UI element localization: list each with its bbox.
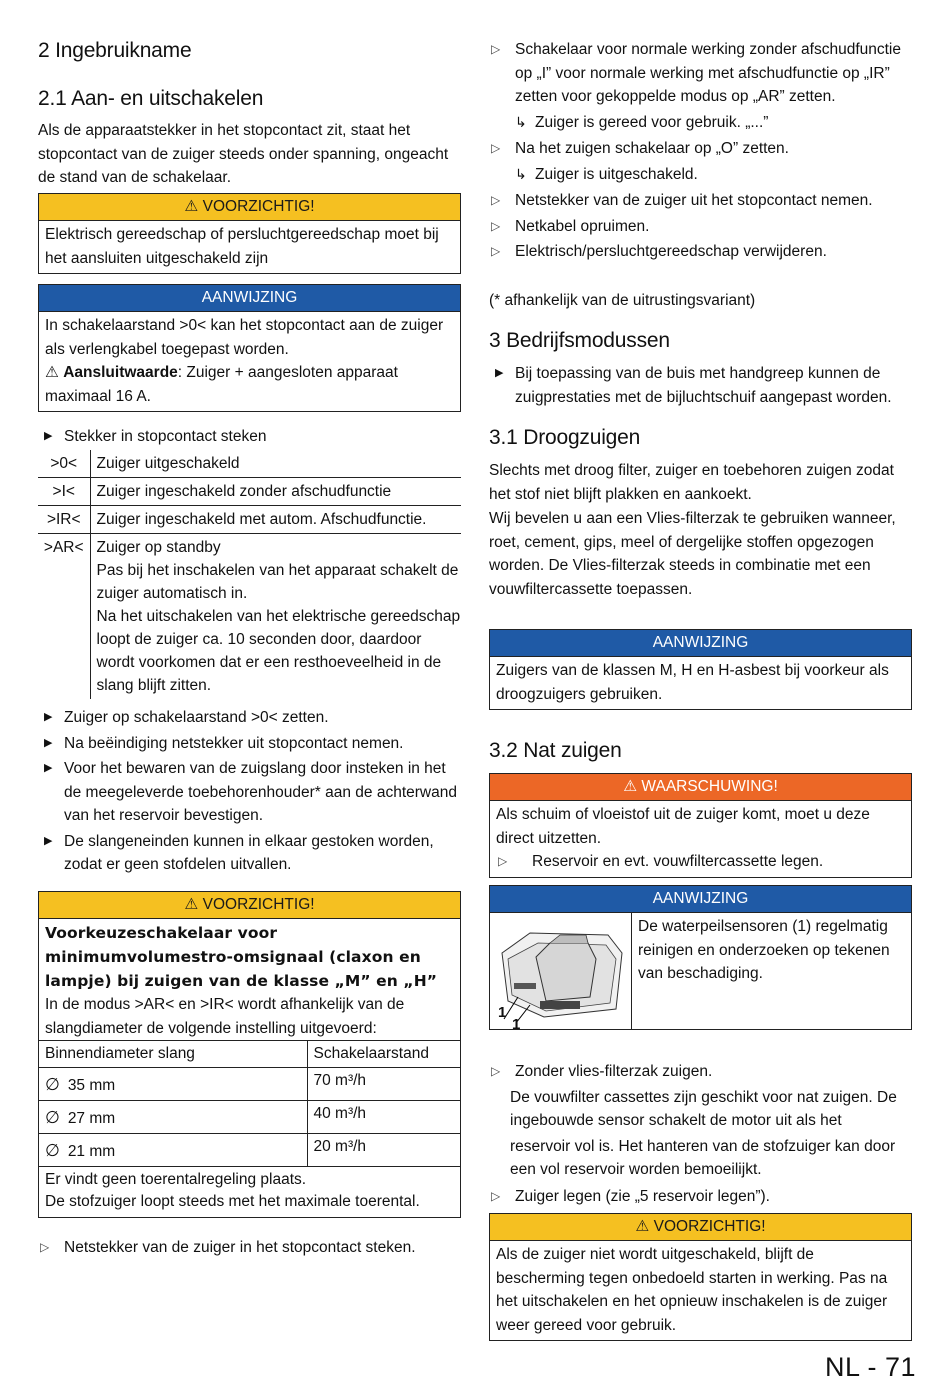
triangle-right-outline-icon: ▷ bbox=[491, 193, 501, 207]
dry-paragraph-1: Slechts met droog filter, zuiger en toebehoren zuigen zodat het stof niet blijft plakken en aankoekt. bbox=[489, 462, 894, 503]
note-box-2 bbox=[489, 629, 912, 710]
step-text: Elektrisch/persluchtgereedschap verwijderen. bbox=[515, 243, 827, 260]
table-header-row bbox=[39, 1041, 460, 1068]
sensor-figure bbox=[490, 913, 632, 1033]
triangle-right-outline-icon: ▷ bbox=[40, 1240, 50, 1254]
switch-key: >0< bbox=[38, 450, 90, 478]
switch-extra-1: Pas bij het inschakelen van het apparaat schakelt de zuiger automatisch in. bbox=[96, 562, 459, 602]
switch-value: 70 m³/h bbox=[307, 1068, 460, 1101]
detail-text-1: De vouwfilter cassettes zijn geschikt voor nat zuigen. De ingebouwde sensor schakelt de motor uit als het bbox=[510, 1088, 897, 1129]
warning-box bbox=[489, 773, 912, 878]
triangle-right-filled-icon: ▶ bbox=[44, 736, 53, 749]
caution-box-1 bbox=[38, 193, 461, 274]
list-item bbox=[38, 732, 461, 756]
caution-body: In de modus >AR< en >IR< wordt afhankelijk van de slangdiameter de volgende instelling uitgevoerd: bbox=[45, 996, 405, 1037]
list-item bbox=[38, 706, 461, 730]
warning-body: Als schuim of vloeistof uit de zuiger komt, moet u deze direct uitzetten. bbox=[496, 806, 870, 847]
step-text: Zuiger legen (zie „5 reservoir legen”). bbox=[515, 1187, 770, 1205]
step-text: Schakelaar voor normale werking zonder afschudfunctie op „I” voor normale werking met afschudfunctie op „IR” zetten voor gekoppelde modus op „AR” zetten. bbox=[515, 41, 901, 105]
triangle-right-outline-icon: ▷ bbox=[491, 218, 501, 233]
switch-key: >I< bbox=[38, 478, 90, 506]
vacuum-container-illustration bbox=[490, 913, 632, 1029]
note-warning-text: : Zuiger + aangesloten apparaat maximaal 16 A. bbox=[45, 364, 398, 405]
warning-step bbox=[496, 850, 905, 874]
warning-icon: ⚠ bbox=[45, 364, 59, 381]
result-text: Zuiger is uitgeschakeld. bbox=[535, 165, 698, 183]
switch-key: >IR< bbox=[38, 506, 90, 534]
caution-header: ⚠ VOORZICHTIG! bbox=[490, 1214, 911, 1240]
switch-value: Zuiger ingeschakeld met autom. Afschudfunctie. bbox=[90, 506, 461, 534]
diameter-icon: ∅ bbox=[45, 1108, 60, 1127]
note-header: AANWIJZING bbox=[490, 630, 911, 656]
figure-label-1: 1 bbox=[498, 1004, 507, 1021]
switch-value: 40 m³/h bbox=[307, 1101, 460, 1134]
list-item bbox=[489, 1185, 912, 1209]
step-text: Zuiger op schakelaarstand >0< zetten. bbox=[64, 709, 329, 726]
note-body: De waterpeilsensoren (1) regelmatig reinigen en onderzoeken op tekenen van beschadiging. bbox=[638, 918, 890, 982]
wet-step-detail bbox=[489, 1086, 912, 1182]
step-text: Netstekker van de zuiger in het stopcontact steken. bbox=[64, 1239, 416, 1256]
caution-header: ⚠ VOORZICHTIG! bbox=[39, 194, 460, 220]
col-header-switch: Schakelaarstand bbox=[307, 1041, 460, 1068]
section-heading-3-2: 3.2 Nat zuigen bbox=[489, 739, 622, 762]
triangle-right-outline-icon: ▷ bbox=[491, 1064, 501, 1078]
step-text: Netstekker van de zuiger uit het stopcontact nemen. bbox=[515, 192, 873, 209]
table-row bbox=[38, 478, 461, 506]
figure-label-2: 1 bbox=[512, 1016, 521, 1033]
note-header: AANWIJZING bbox=[490, 886, 911, 912]
caution-footer-2: De stofzuiger loopt steeds met het maximale toerental. bbox=[45, 1193, 420, 1210]
list-item bbox=[489, 38, 912, 109]
step-text: De slangeneinden kunnen in elkaar gestoken worden, zodat er geen stofdelen uitvallen. bbox=[64, 832, 434, 873]
table-row bbox=[38, 450, 461, 478]
note-header: AANWIJZING bbox=[39, 285, 460, 311]
list-item bbox=[489, 215, 912, 239]
triangle-right-filled-icon: ▶ bbox=[495, 367, 504, 379]
table-row bbox=[38, 506, 461, 534]
table-row bbox=[39, 1068, 460, 1101]
switch-value: Zuiger uitgeschakeld bbox=[90, 450, 461, 478]
note-body: In schakelaarstand >0< kan het stopcontact aan de zuiger als verlengkabel toegepast worden. bbox=[45, 317, 444, 358]
step-text: Na beëindiging netstekker uit stopcontact nemen. bbox=[64, 734, 404, 752]
note-warning-line bbox=[45, 361, 454, 408]
list-item bbox=[489, 137, 912, 161]
dry-paragraph-2: Wij bevelen u aan een Vlies-filterzak te gebruiken wanneer, roet, cement, gips, meel of dergelijke stoffen opgezogen worden. De Vlies-filterzak steeds in combinatie met een vouwfiltercassette toepassen. bbox=[489, 510, 896, 598]
step-text: Netkabel opruimen. bbox=[515, 217, 650, 235]
diameter-value: 21 mm bbox=[67, 1143, 116, 1160]
top-steps-list bbox=[489, 38, 912, 264]
result-arrow-icon: ↳ bbox=[515, 113, 527, 130]
table-row bbox=[39, 1134, 460, 1167]
caution-body: Elektrisch gereedschap of persluchtgereedschap moet bij het aansluiten uitgeschakeld zijn bbox=[39, 220, 460, 273]
switch-extra-2: Na het uitschakelen van het elektrische gereedschap loopt de zuiger ca. 10 seconden door, daardoor wordt voorkomen dat er een resthoeveelheid in de slang blijft zitten. bbox=[96, 608, 461, 694]
list-item bbox=[38, 757, 461, 828]
switch-value: Zuiger op standby bbox=[96, 539, 221, 556]
step-text: Stekker in stopcontact steken bbox=[64, 428, 267, 445]
page-number: NL - 71 bbox=[825, 1352, 917, 1382]
triangle-right-outline-icon: ▷ bbox=[491, 42, 501, 56]
result-text: Zuiger is gereed voor gebruik. „...” bbox=[535, 113, 769, 131]
note-box-3 bbox=[489, 885, 912, 1033]
triangle-right-filled-icon: ▶ bbox=[44, 430, 53, 442]
col-header-diameter: Binnendiameter slang bbox=[39, 1041, 307, 1068]
detail-text-2: reservoir vol is. Het hanteren van de stofzuiger kan door een vol reservoir worden bemoeilijkt. bbox=[510, 1137, 896, 1178]
diameter-value: 27 mm bbox=[67, 1110, 116, 1127]
caution-footer-1: Er vindt geen toerentalregeling plaats. bbox=[45, 1171, 307, 1188]
result-item bbox=[489, 163, 912, 187]
step-text: Zonder vlies-filterzak zuigen. bbox=[515, 1063, 713, 1080]
diameter-value: 35 mm bbox=[67, 1077, 116, 1094]
list-item bbox=[489, 189, 912, 213]
modes-step bbox=[489, 362, 912, 409]
warning-header: ⚠ WAARSCHUWING! bbox=[490, 774, 911, 800]
switch-value: Zuiger ingeschakeld zonder afschudfunctie bbox=[90, 478, 461, 506]
triangle-right-outline-icon: ▷ bbox=[491, 141, 501, 155]
section-heading-3: 3 Bedrijfsmodussen bbox=[489, 329, 670, 352]
steps-list bbox=[38, 706, 461, 877]
step-text: Reservoir en evt. vouwfiltercassette legen. bbox=[532, 853, 824, 870]
section-heading-3-1: 3.1 Droogzuigen bbox=[489, 426, 641, 449]
step-text: Voor het bewaren van de zuigslang door insteken in het de meegeleverde toebehorenhouder* aan de achterwand van het reservoir bevestigen. bbox=[64, 760, 457, 824]
caution-body: Als de zuiger niet wordt uitgeschakeld, blijft de bescherming tegen onbedoeld starten in werking. Pas na het uitschakelen en het opnieuw inschakelen is de zuiger weer gereed voor gebruik. bbox=[490, 1240, 911, 1340]
switch-key: >AR< bbox=[38, 534, 90, 700]
triangle-right-filled-icon: ▶ bbox=[44, 762, 53, 774]
triangle-right-filled-icon: ▶ bbox=[44, 711, 53, 723]
list-item bbox=[489, 240, 912, 264]
note-box-1 bbox=[38, 284, 461, 412]
section-heading-2-1: 2.1 Aan- en uitschakelen bbox=[38, 87, 264, 110]
switch-position-table bbox=[38, 450, 461, 699]
note-warning-label: Aansluitwaarde bbox=[63, 364, 178, 381]
wet-steps bbox=[489, 1060, 912, 1208]
diameter-icon: ∅ bbox=[45, 1141, 60, 1160]
triangle-right-filled-icon: ▶ bbox=[44, 834, 53, 847]
triangle-right-outline-icon: ▷ bbox=[491, 244, 501, 258]
diameter-icon: ∅ bbox=[45, 1075, 60, 1094]
list-item bbox=[38, 830, 461, 877]
intro-paragraph: Als de apparaatstekker in het stopcontact zit, staat het stopcontact van de zuiger steeds onder spanning, ongeacht de stand van de schakelaar. bbox=[38, 122, 449, 186]
table-row bbox=[38, 534, 461, 700]
caution-box-2 bbox=[38, 891, 461, 1218]
footnote: (* afhankelijk van de uitrustingsvariant) bbox=[489, 292, 756, 309]
triangle-right-outline-icon: ▷ bbox=[491, 1188, 501, 1203]
caution-box-3 bbox=[489, 1213, 912, 1341]
final-step bbox=[38, 1236, 461, 1260]
note-body: Zuigers van de klassen M, H en H-asbest bij voorkeur als droogzuigers gebruiken. bbox=[490, 656, 911, 709]
chapter-heading: 2 Ingebruikname bbox=[38, 39, 192, 62]
switch-value: 20 m³/h bbox=[307, 1134, 460, 1167]
step-text: Bij toepassing van de buis met handgreep kunnen de zuigprestaties met de bijluchtschuif aangepast worden. bbox=[515, 365, 892, 406]
result-item bbox=[489, 111, 912, 135]
step-text: Na het zuigen schakelaar op „O” zetten. bbox=[515, 140, 789, 157]
caution-bold-title: Voorkeuzeschakelaar voor minimumvolumestro-omsignaal (claxon en lampje) bij zuigen van de klasse „M” en „H” bbox=[45, 924, 438, 990]
caution-header: ⚠ VOORZICHTIG! bbox=[39, 892, 460, 918]
triangle-right-outline-icon: ▷ bbox=[498, 854, 508, 868]
table-row bbox=[39, 1101, 460, 1134]
result-arrow-icon: ↳ bbox=[515, 165, 527, 182]
list-item bbox=[489, 1060, 912, 1084]
step-plug bbox=[38, 425, 461, 449]
diameter-table bbox=[39, 1040, 460, 1217]
